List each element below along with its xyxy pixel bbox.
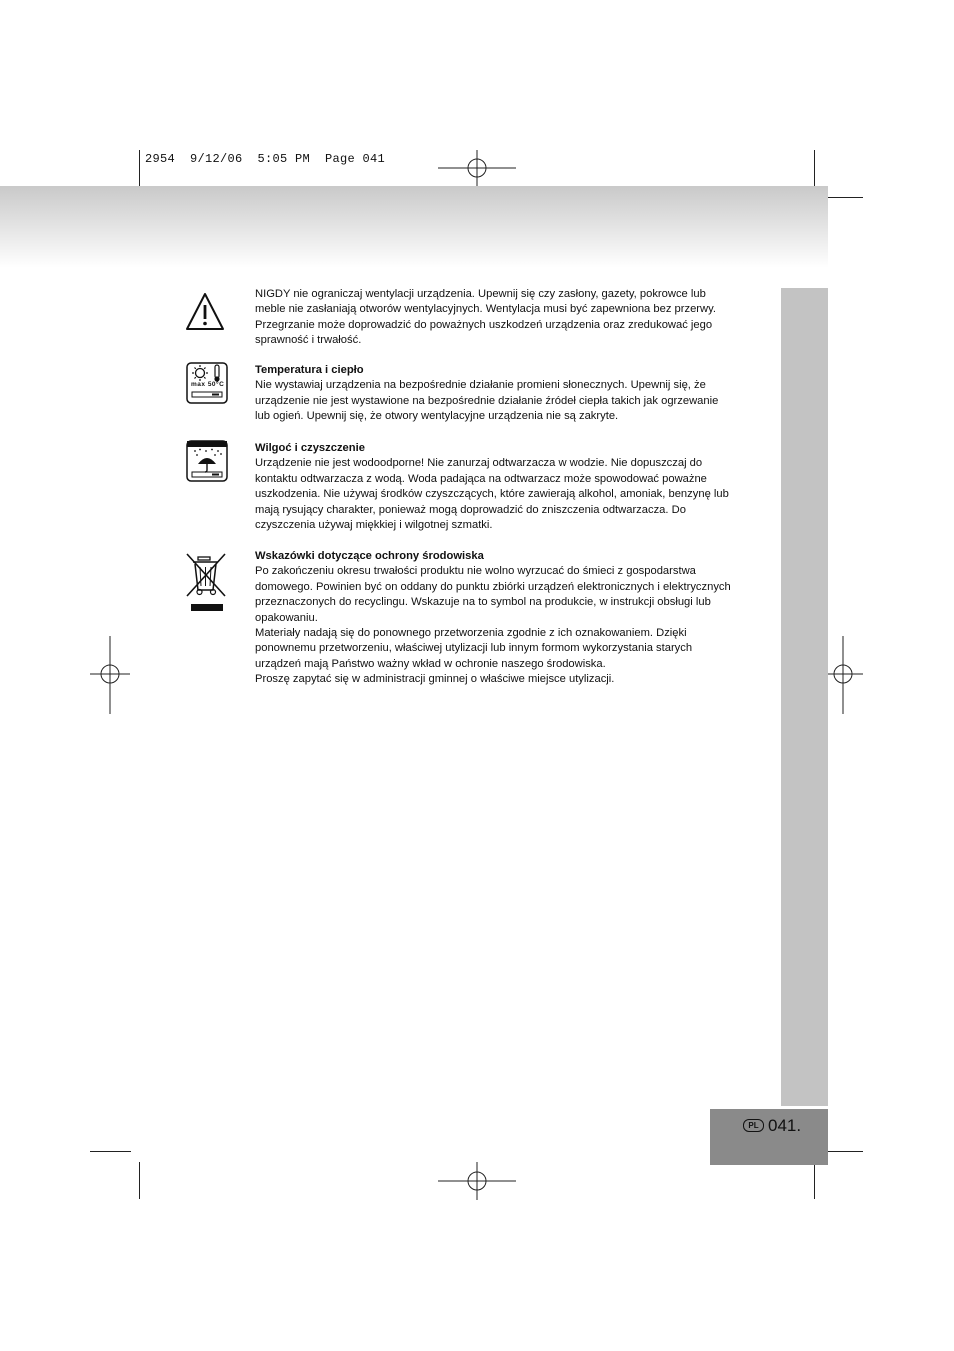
header-gradient-band — [0, 186, 828, 268]
section-ventilation — [255, 287, 770, 349]
page-number: 041. — [768, 1116, 802, 1135]
text-line: NIGDY nie ograniczaj wentylacji urządzenia. Upewnij się czy zasłony, gazety, pokrowce lub — [255, 288, 706, 300]
temperature-icon-label: max 50°C — [191, 381, 225, 388]
text-line: urządzenie nie jest wystawione na bezpośrednie działanie źródeł ciepła takich jak ogrzewanie — [255, 394, 719, 407]
text-line: Nie wystawiaj urządzenia na bezpośrednie działanie promieni słonecznych. Upewnij się, że — [255, 379, 706, 392]
language-badge: PL — [743, 1119, 764, 1132]
text-line: Materiały nadają się do ponownego przetworzenia zgodnie z ich oznakowaniem. Dzięki — [255, 627, 687, 640]
text-line: mają rysujący charakter, ponieważ mogą doprowadzić do zniszczenia odtwarzacza. Do — [255, 503, 686, 516]
registration-mark-right — [823, 636, 863, 714]
text-line: Proszę zapytać się w administracji gminnej o właściwe miejsce utylizacji. — [255, 673, 615, 686]
text-line: Urządzenie nie jest wodoodporne! Nie zanurzaj odtwarzacza w wodzie. Nie dopuszczaj do — [255, 457, 703, 470]
text-line: czyszczenia używaj miękkiej i wilgotnej szmatki. — [255, 519, 493, 532]
text-line: Po zakończeniu okresu trwałości produktu nie wolno wyrzucać do śmieci z gospodarstwa — [255, 565, 696, 578]
text-line: opakowaniu. — [255, 611, 318, 624]
text-line: ponownemu przetworzeniu, właściwej utylizacji lub innym formom wykorzystania starych — [255, 642, 693, 655]
text-line: urządzeń mają Państwo ważny wkład w ochronie naszego środowiska. — [255, 657, 606, 670]
printer-slug: 2954 9/12/06 5:05 PM Page 041 — [145, 152, 386, 166]
side-thumb-tab — [781, 288, 828, 1106]
warning-triangle-icon — [184, 291, 226, 333]
text-line: lub ogień. Upewnij się, że otwory wentylacyjne urządzenia nie są zakryte. — [255, 410, 619, 423]
section-heading: Temperatura i ciepło — [255, 364, 364, 376]
section-temperature — [255, 363, 770, 425]
section-moisture — [255, 441, 770, 533]
text-line: kontaktu odtwarzacza z wodą. Woda padająca na odtwarzacz może spowodować poważne — [255, 472, 707, 485]
text-line: przeznaczonych do recyclingu. Wskazuje na to symbol na produkcie, w instrukcji obsługi lub — [255, 596, 711, 609]
moisture-umbrella-icon — [186, 440, 228, 482]
registration-mark-left — [90, 636, 130, 714]
registration-mark-top — [438, 150, 516, 188]
registration-mark-bottom — [438, 1162, 516, 1200]
text-line: sprawność i trwałość. — [255, 334, 362, 347]
section-heading: Wilgoć i czyszczenie — [255, 442, 365, 454]
text-line: uszkodzenia. Nie używaj środków czyszczących, które zawierają alkohol, amoniak, benzynę lub — [255, 488, 729, 501]
crossed-bin-icon — [185, 552, 229, 614]
section-heading: Wskazówki dotyczące ochrony środowiska — [255, 550, 484, 562]
text-line: Przegrzanie może doprowadzić do poważnych uszkodzeń urządzenia oraz zredukować jego — [255, 318, 713, 331]
text-line: meble nie zasłaniają otworów wentylacyjnych. Wentylacja musi być zapewniona bez przerwy. — [255, 303, 716, 316]
section-environment — [255, 549, 770, 688]
text-line: domowego. Powinien być on oddany do punktu zbiórki urządzeń elektronicznych i elektrycznych — [255, 580, 731, 593]
